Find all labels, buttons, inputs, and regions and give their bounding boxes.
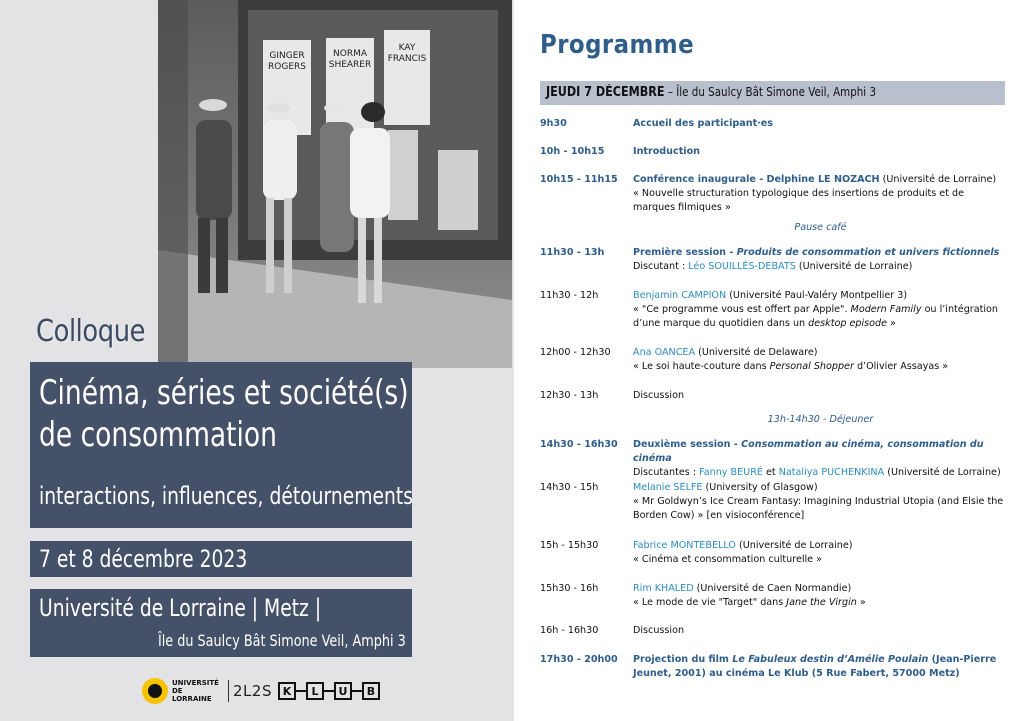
event-subtitle: interactions, influences, détournements — [39, 482, 413, 510]
talk-title-part: « Le mode de vie "Target" dans — [633, 597, 787, 608]
venue-box — [30, 589, 412, 657]
speaker-affiliation: (Université de Caen Normandie) — [693, 583, 852, 594]
schedule-title: Conférence inaugurale - Delphine LE NOZACH — [633, 174, 880, 185]
university-name: Université de Lorraine | Metz | — [39, 594, 322, 622]
day-header — [540, 81, 1005, 105]
session-theme: Consommation au cinéma, consommation du cinéma — [633, 439, 984, 464]
day-label: JEUDI 7 DÉCEMBRE — [546, 85, 665, 100]
lab-logo-2l2s: 2L2S — [233, 682, 272, 700]
event-title — [39, 372, 409, 456]
schedule-content — [633, 289, 1008, 331]
talk-title-italic: Jane the Virgin — [786, 597, 857, 608]
universite-lorraine-wordmark — [172, 679, 224, 703]
schedule-content — [633, 346, 1008, 374]
poster-sign-text: SHEARER — [328, 60, 372, 70]
speaker-name: Melanie SELFE — [633, 482, 703, 493]
discussant-label: Discutantes : — [633, 467, 700, 478]
talk-title-part: « Mr Goldwyn’s Ice Cream Fantasy: Imagining Industrial Utopia (and Elsie the Borden Cow) » [en visioconférence] — [633, 496, 1004, 521]
klub-connector — [324, 690, 334, 692]
ul-wordmark-line-1: UNIVERSITÉ — [172, 679, 219, 687]
archive-photo — [158, 0, 512, 368]
klub-connector — [352, 690, 362, 692]
schedule-time: 10h15 - 11h15 — [540, 174, 618, 185]
break-note: Pause café — [794, 222, 847, 233]
schedule-time: 11h30 - 13h — [540, 247, 605, 258]
schedule-content — [633, 539, 1008, 567]
partner-logos — [142, 678, 392, 704]
schedule-time: 12h30 - 13h — [540, 390, 599, 401]
klub-logo — [278, 682, 380, 700]
talk-title-part: » — [856, 597, 866, 608]
talk-title-part: « "Ce programme vous est offert par Apple". — [633, 304, 851, 315]
session-theme: Produits de consommation et univers fictionnels — [736, 247, 1000, 258]
schedule-time: 15h30 - 16h — [540, 583, 599, 594]
talk-title-italic: Personal Shopper — [769, 361, 854, 372]
event-type-label: Colloque — [36, 314, 146, 349]
poster-sign-text: KAY — [398, 43, 416, 53]
klub-letter: L — [306, 682, 324, 700]
day-header-text — [546, 85, 876, 100]
schedule-content — [633, 173, 1008, 215]
schedule-time: 10h - 10h15 — [540, 146, 605, 157]
film-title: Le Fabuleux destin d’Amélie Poulain — [732, 654, 929, 665]
talk-title-part: d’Olivier Assayas » — [853, 361, 949, 372]
date-box — [30, 541, 412, 577]
speaker-affiliation: (Université de Delaware) — [695, 347, 818, 358]
title-line-2: de consommation — [39, 415, 277, 455]
screening-info — [633, 653, 1008, 681]
lunch-note: 13h-14h30 - Déjeuner — [767, 414, 874, 425]
talk-title-part: « Le soi haute-couture dans — [633, 361, 770, 372]
programme-panel — [514, 0, 1024, 721]
title-line-1: Cinéma, séries et société(s) — [39, 373, 409, 413]
screening-details: (Jean-Pierre Jeunet, 2001) au cinéma Le Klub (5 Rue Fabert, 57000 Metz) — [633, 654, 997, 679]
session-title: Deuxième session - — [633, 439, 742, 450]
speaker-name: Rim KHALED — [633, 583, 694, 594]
logo-divider — [228, 680, 229, 702]
discussant-label: Discutant : — [633, 261, 689, 272]
klub-letter: K — [278, 682, 296, 700]
discussant-affiliation: (Université de Lorraine) — [884, 467, 1001, 478]
schedule-time: 15h - 15h30 — [540, 540, 599, 551]
schedule-content — [633, 246, 1008, 274]
schedule-time: 16h - 16h30 — [540, 625, 599, 636]
speaker-name: Fabrice MONTEBELLO — [633, 540, 736, 551]
discussant-affiliation: (Université de Lorraine) — [795, 261, 913, 272]
discussant-name: Fanny BEURÉ — [699, 467, 763, 478]
universite-lorraine-logo-icon — [142, 678, 168, 704]
klub-connector — [296, 690, 306, 692]
talk-title-part: « Cinéma et consommation culturelle » — [633, 554, 822, 565]
talk-title: « Nouvelle structuration typologique des insertions de produits et de marques filmiques » — [633, 188, 965, 213]
poster-sign-text: GINGER — [269, 51, 305, 61]
schedule-time: 9h30 — [540, 118, 567, 129]
schedule-time: 12h00 - 12h30 — [540, 347, 611, 358]
schedule-title: Accueil des participant·es — [633, 118, 774, 129]
speaker-name: Ana OANCEA — [633, 347, 696, 358]
programme-title: Programme — [540, 30, 695, 60]
schedule-time: 11h30 - 12h — [540, 290, 599, 301]
discussant-conjunction: et — [762, 467, 779, 478]
speaker-affiliation: (University of Glasgow) — [702, 482, 818, 493]
poster-sign-text: NORMA — [333, 49, 367, 59]
speaker-affiliation: (Université Paul-Valéry Montpellier 3) — [726, 290, 908, 301]
poster-sign-text: ROGERS — [268, 62, 306, 72]
talk-title-part: ou l’intégration d’une marque du quotidien dans un — [633, 304, 998, 329]
klub-letter: U — [334, 682, 352, 700]
schedule-time: 17h30 - 20h00 — [540, 654, 618, 665]
schedule-title: Introduction — [633, 146, 700, 157]
schedule-content — [633, 582, 1008, 610]
schedule-time: 14h30 - 15h — [540, 482, 599, 493]
schedule-content — [633, 481, 1008, 523]
venue-address: Île du Saulcy Bât Simone Veil, Amphi 3 — [158, 631, 406, 650]
day-venue: – Île du Saulcy Bât Simone Veil, Amphi 3 — [664, 85, 877, 99]
discussant-name: Nataliya PUCHENKINA — [778, 467, 885, 478]
speaker-affiliation: (Université de Lorraine) — [879, 174, 997, 185]
screening-title-prefix: Projection du film — [633, 654, 733, 665]
talk-title-italic: Modern Family — [850, 304, 922, 315]
discussion-label: Discussion — [633, 390, 685, 401]
schedule-time: 14h30 - 16h30 — [540, 439, 618, 450]
talk-title-part: » — [887, 318, 896, 329]
discussion-label: Discussion — [633, 625, 685, 636]
ul-wordmark-line-2: DE LORRAINE — [172, 687, 212, 703]
street-scene-image — [158, 0, 512, 368]
schedule-content — [633, 438, 1008, 480]
discussant-name: Léo SOUILLÉS-DEBATS — [688, 261, 796, 272]
klub-letter: B — [362, 682, 380, 700]
title-box — [30, 362, 412, 528]
event-dates: 7 et 8 décembre 2023 — [39, 545, 248, 573]
speaker-name: Benjamin CAMPION — [633, 290, 727, 301]
session-title: Première session - — [633, 247, 737, 258]
poster-sign-text: FRANCIS — [387, 54, 427, 64]
talk-title-italic: desktop episode — [808, 318, 887, 329]
speaker-affiliation: (Université de Lorraine) — [735, 540, 853, 551]
